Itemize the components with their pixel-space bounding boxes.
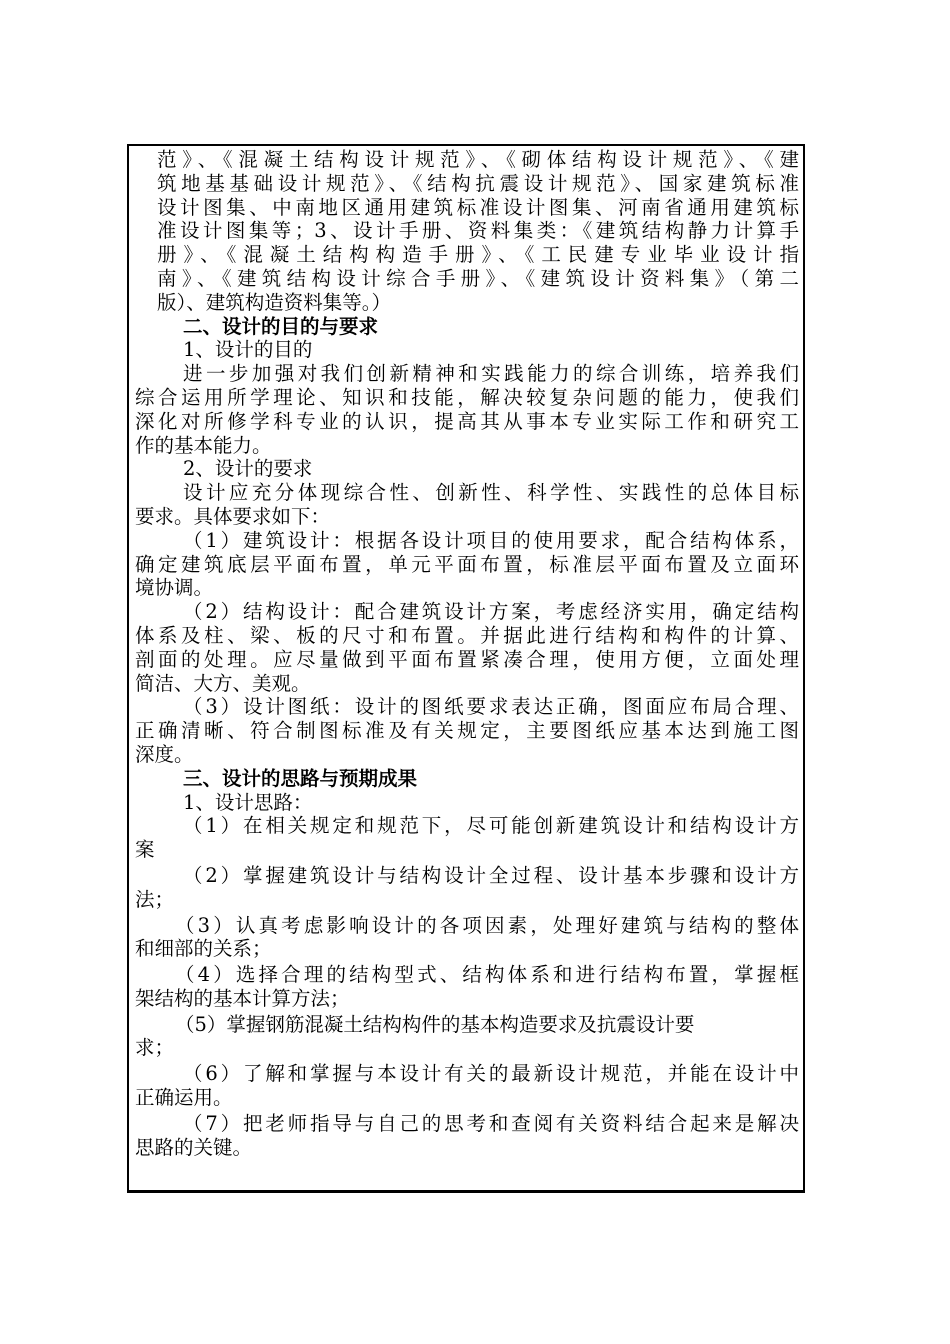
- text-line: （1）建筑设计：根据各设计项目的使用要求，配合结构体系，: [183, 528, 799, 552]
- text-line: 范》、《混凝土结构设计规范》、《砌体结构设计规范》、《建: [157, 148, 799, 171]
- text-line: （3）设计图纸：设计的图纸要求表达正确，图面应布局合理、: [183, 695, 799, 719]
- idea-item: [135, 1112, 799, 1160]
- idea-item: [135, 1062, 799, 1110]
- purpose-paragraph: [135, 362, 799, 457]
- text-line: 体系及柱、梁、板的尺寸和布置。并据此进行结构和构件的计算、: [135, 623, 799, 647]
- idea-item: [135, 914, 799, 962]
- text-line: 版）、建筑构造资料集等。）: [157, 290, 392, 314]
- idea-item: [135, 1013, 799, 1061]
- text-line: 准设计图集等；3、设计手册、资料集类：《建筑结构静力计算手: [157, 219, 799, 243]
- section-heading: 三、设计的思路与预期成果: [183, 766, 418, 790]
- document-body: [135, 148, 799, 1159]
- idea-item: [135, 963, 799, 1011]
- text-line: 架结构的基本计算方法；: [135, 986, 350, 1010]
- idea-item: [135, 864, 799, 912]
- requirements-intro: [135, 481, 799, 529]
- references-paragraph: [135, 148, 799, 315]
- text-line: 进一步加强对我们创新精神和实践能力的综合训练，培养我们: [183, 362, 799, 386]
- subsection-title: 2、设计的要求: [183, 457, 313, 481]
- idea-item: [135, 814, 799, 862]
- text-line: （6）了解和掌握与本设计有关的最新设计规范，并能在设计中: [183, 1062, 799, 1086]
- requirement-item: [135, 695, 799, 766]
- text-line: 南》、《建筑结构设计综合手册》、《建筑设计资料集》（第二: [157, 266, 799, 290]
- text-line: （3）认真考虑影响设计的各项因素，处理好建筑与结构的整体: [175, 913, 799, 937]
- requirement-item: [135, 600, 799, 695]
- subsection-title: 1、设计的目的: [183, 338, 313, 362]
- text-line: 案: [135, 838, 155, 862]
- text-line: （4）选择合理的结构型式、结构体系和进行结构布置，掌握框: [175, 963, 799, 987]
- text-line: 设计图集、中南地区通用建筑标准设计图集、河南省通用建筑标: [157, 195, 799, 219]
- text-line: 剖面的处理。应尽量做到平面布置紧凑合理，使用方便，立面处理: [135, 647, 799, 671]
- text-line: 法；: [135, 887, 175, 911]
- text-line: 作的基本能力。: [135, 433, 272, 457]
- text-line: 深化对所修学科专业的认识，提高其从事本专业实际工作和研究工: [135, 409, 799, 433]
- text-line: 综合运用所学理论、知识和技能，解决较复杂问题的能力，使我们: [135, 385, 799, 409]
- text-line: （2）结构设计：配合建筑设计方案，考虑经济实用，确定结构: [183, 600, 799, 624]
- text-line: 设计应充分体现综合性、创新性、科学性、实践性的总体目标: [183, 481, 799, 505]
- text-line: 正确清晰、符合制图标准及有关规定，主要图纸应基本达到施工图: [135, 719, 799, 743]
- text-line: 正确运用。: [135, 1086, 233, 1110]
- text-line: 境协调。: [135, 576, 214, 600]
- text-line: 和细部的关系；: [135, 937, 272, 961]
- text-line: 思路的关键。: [135, 1135, 253, 1159]
- section-heading: 二、设计的目的与要求: [183, 314, 379, 338]
- text-line: 深度。: [135, 742, 194, 766]
- text-line: （5）掌握钢筋混凝土结构构件的基本构造要求及抗震设计要: [175, 1012, 695, 1036]
- text-line: 求；: [135, 1036, 175, 1060]
- text-line: 筑地基基础设计规范》、《结构抗震设计规范》、国家建筑标准: [157, 171, 799, 195]
- text-line: 确定建筑底层平面布置，单元平面布置，标准层平面布置及立面环: [135, 552, 799, 576]
- text-line: 简洁、大方、美观。: [135, 671, 311, 695]
- text-line: （2）掌握建筑设计与结构设计全过程、设计基本步骤和设计方: [183, 863, 799, 887]
- text-line: 要求。具体要求如下：: [135, 504, 331, 528]
- text-line: （7）把老师指导与自己的思考和查阅有关资料结合起来是解决: [183, 1111, 799, 1135]
- subsection-title: 1、设计思路：: [183, 790, 313, 814]
- requirement-item: [135, 529, 799, 600]
- text-line: （1）在相关规定和规范下，尽可能创新建筑设计和结构设计方: [183, 814, 799, 838]
- text-line: 册》、《混凝土结构构造手册》、《工民建专业毕业设计指: [157, 243, 799, 267]
